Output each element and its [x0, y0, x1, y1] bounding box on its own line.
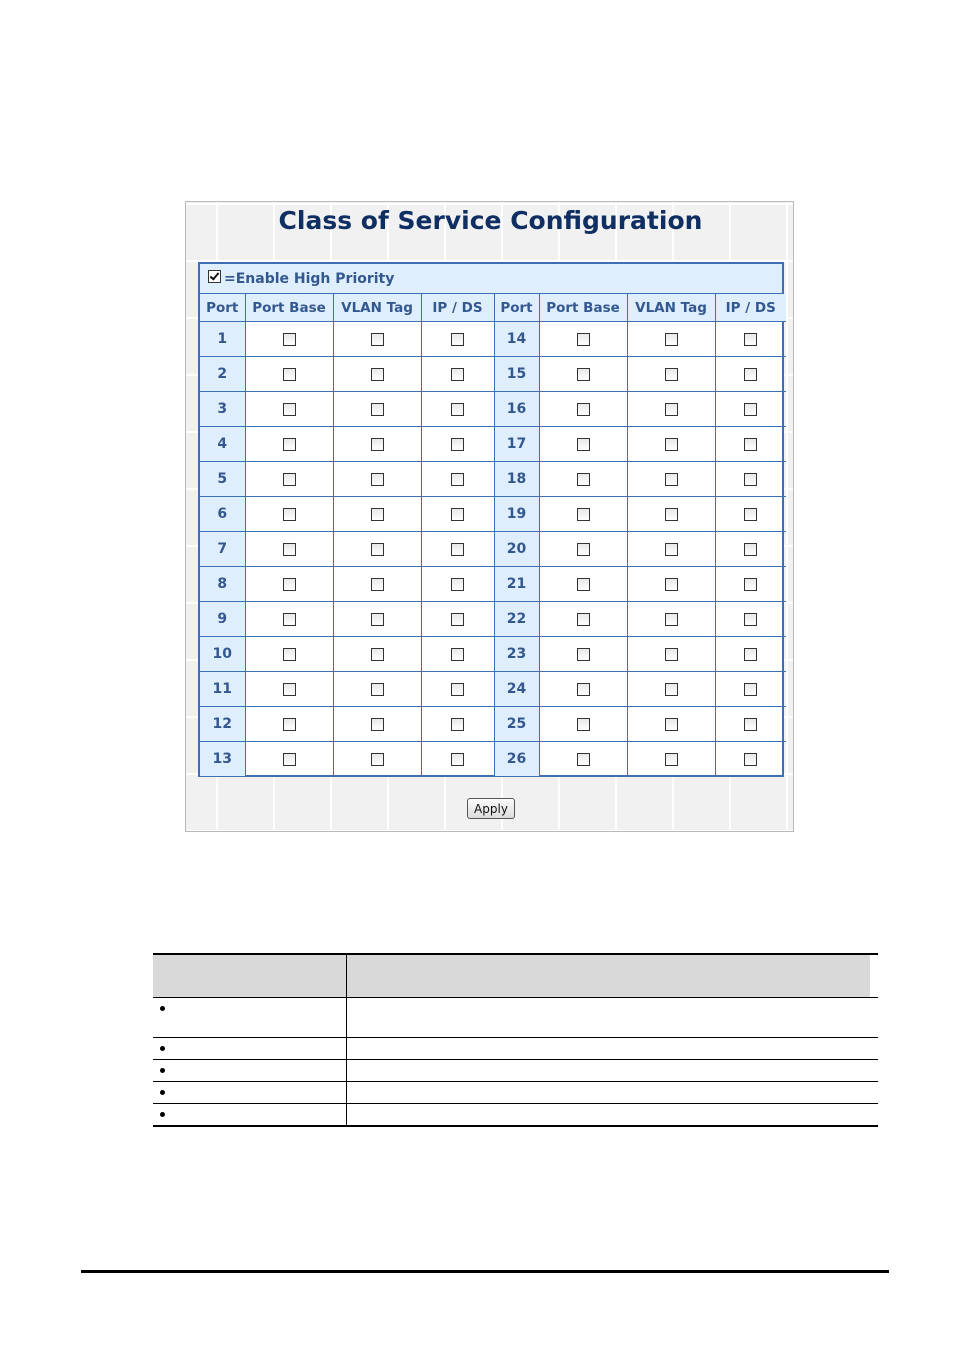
table-row [200, 322, 786, 357]
col-header-port: Port [200, 294, 245, 322]
ip-ds-checkbox[interactable] [744, 333, 757, 346]
port-base-checkbox[interactable] [283, 403, 296, 416]
ip-ds-checkbox[interactable] [744, 613, 757, 626]
ip-ds-checkbox[interactable] [451, 753, 464, 766]
table-row [153, 1038, 878, 1060]
vlan-tag-checkbox[interactable] [665, 473, 678, 486]
vlan-tag-checkbox[interactable] [371, 718, 384, 731]
port-number: 13 [200, 742, 245, 777]
ip-ds-checkbox[interactable] [744, 368, 757, 381]
page-title: Class of Service Configuration [278, 206, 703, 235]
ip-ds-checkbox[interactable] [451, 368, 464, 381]
description-table [153, 953, 878, 1127]
port-base-checkbox[interactable] [577, 543, 590, 556]
port-base-checkbox[interactable] [283, 578, 296, 591]
port-number: 17 [494, 427, 539, 462]
port-base-checkbox[interactable] [577, 578, 590, 591]
port-base-checkbox[interactable] [283, 508, 296, 521]
table-row [200, 392, 786, 427]
vlan-tag-checkbox[interactable] [665, 438, 678, 451]
port-number: 4 [200, 427, 245, 462]
ip-ds-checkbox[interactable] [744, 648, 757, 661]
ip-ds-checkbox[interactable] [744, 753, 757, 766]
table-row [200, 497, 786, 532]
port-number: 26 [494, 742, 539, 777]
col-header-vlan-tag: VLAN Tag [627, 294, 715, 322]
port-base-checkbox[interactable] [577, 333, 590, 346]
bullet-icon [160, 1090, 165, 1095]
ip-ds-checkbox[interactable] [744, 473, 757, 486]
table-row [200, 707, 786, 742]
vlan-tag-checkbox[interactable] [371, 438, 384, 451]
port-base-checkbox[interactable] [283, 438, 296, 451]
col-header-ip-ds: IP / DS [421, 294, 494, 322]
vlan-tag-checkbox[interactable] [665, 543, 678, 556]
port-number: 9 [200, 602, 245, 637]
port-number: 19 [494, 497, 539, 532]
vlan-tag-checkbox[interactable] [371, 508, 384, 521]
port-base-checkbox[interactable] [577, 648, 590, 661]
table-row [153, 1082, 878, 1104]
port-base-checkbox[interactable] [283, 543, 296, 556]
port-number: 23 [494, 637, 539, 672]
vlan-tag-checkbox[interactable] [665, 718, 678, 731]
table-row [200, 532, 786, 567]
port-base-checkbox[interactable] [283, 613, 296, 626]
col-header-port: Port [494, 294, 539, 322]
vlan-tag-checkbox[interactable] [665, 613, 678, 626]
checked-checkbox-icon [208, 270, 221, 283]
port-number: 20 [494, 532, 539, 567]
ip-ds-checkbox[interactable] [451, 543, 464, 556]
port-number: 24 [494, 672, 539, 707]
bullet-icon [160, 1112, 165, 1117]
vlan-tag-checkbox[interactable] [371, 648, 384, 661]
apply-button[interactable]: Apply [467, 798, 515, 819]
ip-ds-checkbox[interactable] [744, 683, 757, 696]
cos-table [198, 262, 784, 777]
port-base-checkbox[interactable] [283, 648, 296, 661]
table-row [200, 427, 786, 462]
port-base-checkbox[interactable] [577, 753, 590, 766]
bullet-icon [160, 1046, 165, 1051]
port-number: 16 [494, 392, 539, 427]
vlan-tag-checkbox[interactable] [371, 683, 384, 696]
port-number: 15 [494, 357, 539, 392]
ip-ds-checkbox[interactable] [744, 578, 757, 591]
vlan-tag-checkbox[interactable] [665, 753, 678, 766]
port-base-checkbox[interactable] [577, 683, 590, 696]
port-number: 3 [200, 392, 245, 427]
port-number: 8 [200, 567, 245, 602]
ip-ds-checkbox[interactable] [451, 613, 464, 626]
table-row [200, 462, 786, 497]
port-number: 2 [200, 357, 245, 392]
col-header-vlan-tag: VLAN Tag [333, 294, 421, 322]
ip-ds-checkbox[interactable] [451, 508, 464, 521]
port-base-checkbox[interactable] [577, 508, 590, 521]
ip-ds-checkbox[interactable] [451, 718, 464, 731]
table-row [153, 1060, 878, 1082]
vlan-tag-checkbox[interactable] [665, 508, 678, 521]
port-number: 5 [200, 462, 245, 497]
port-base-checkbox[interactable] [577, 473, 590, 486]
port-base-checkbox[interactable] [577, 718, 590, 731]
col-header-ip-ds: IP / DS [715, 294, 786, 322]
port-base-checkbox[interactable] [577, 403, 590, 416]
port-base-checkbox[interactable] [577, 613, 590, 626]
ip-ds-checkbox[interactable] [744, 438, 757, 451]
table-row [200, 742, 786, 777]
col-header-port-base: Port Base [245, 294, 333, 322]
vlan-tag-checkbox[interactable] [371, 403, 384, 416]
ip-ds-checkbox[interactable] [451, 403, 464, 416]
table-row [153, 1104, 878, 1125]
ip-ds-checkbox[interactable] [451, 683, 464, 696]
port-number: 10 [200, 637, 245, 672]
table-row [200, 602, 786, 637]
table-row [200, 357, 786, 392]
ip-ds-checkbox[interactable] [744, 403, 757, 416]
table-row [200, 567, 786, 602]
ip-ds-checkbox[interactable] [451, 578, 464, 591]
ip-ds-checkbox[interactable] [451, 473, 464, 486]
ip-ds-checkbox[interactable] [744, 508, 757, 521]
table-row [200, 637, 786, 672]
bullet-icon [160, 1006, 165, 1011]
ip-ds-checkbox[interactable] [744, 543, 757, 556]
vlan-tag-checkbox[interactable] [665, 683, 678, 696]
legend-bar [200, 264, 782, 294]
col-header-port-base: Port Base [539, 294, 627, 322]
port-number: 6 [200, 497, 245, 532]
port-number: 14 [494, 322, 539, 357]
port-base-checkbox[interactable] [577, 438, 590, 451]
vlan-tag-checkbox[interactable] [665, 403, 678, 416]
vlan-tag-checkbox[interactable] [371, 473, 384, 486]
port-number: 21 [494, 567, 539, 602]
ip-ds-checkbox[interactable] [744, 718, 757, 731]
table-header-row [200, 294, 786, 322]
port-base-checkbox[interactable] [283, 683, 296, 696]
port-number: 1 [200, 322, 245, 357]
port-number: 7 [200, 532, 245, 567]
vlan-tag-checkbox[interactable] [371, 613, 384, 626]
bullet-icon [160, 1068, 165, 1073]
port-priority-table [200, 294, 786, 776]
port-number: 22 [494, 602, 539, 637]
port-number: 11 [200, 672, 245, 707]
vlan-tag-checkbox[interactable] [665, 333, 678, 346]
cos-config-panel [185, 201, 794, 832]
vlan-tag-checkbox[interactable] [665, 648, 678, 661]
ip-ds-checkbox[interactable] [451, 438, 464, 451]
port-base-checkbox[interactable] [283, 753, 296, 766]
vlan-tag-checkbox[interactable] [371, 578, 384, 591]
port-base-checkbox[interactable] [283, 333, 296, 346]
port-base-checkbox[interactable] [577, 368, 590, 381]
vlan-tag-checkbox[interactable] [371, 753, 384, 766]
port-number: 18 [494, 462, 539, 497]
port-base-checkbox[interactable] [283, 368, 296, 381]
vlan-tag-checkbox[interactable] [665, 578, 678, 591]
ip-ds-checkbox[interactable] [451, 333, 464, 346]
ip-ds-checkbox[interactable] [451, 648, 464, 661]
legend-label: =Enable High Priority [224, 270, 395, 287]
port-base-checkbox[interactable] [283, 473, 296, 486]
table-row [153, 998, 878, 1038]
vlan-tag-checkbox[interactable] [371, 333, 384, 346]
table-row [200, 672, 786, 707]
description-table-header [153, 955, 878, 998]
port-base-checkbox[interactable] [283, 718, 296, 731]
vlan-tag-checkbox[interactable] [371, 543, 384, 556]
vlan-tag-checkbox[interactable] [665, 368, 678, 381]
port-number: 25 [494, 707, 539, 742]
vlan-tag-checkbox[interactable] [371, 368, 384, 381]
port-number: 12 [200, 707, 245, 742]
footer-divider [81, 1270, 889, 1273]
